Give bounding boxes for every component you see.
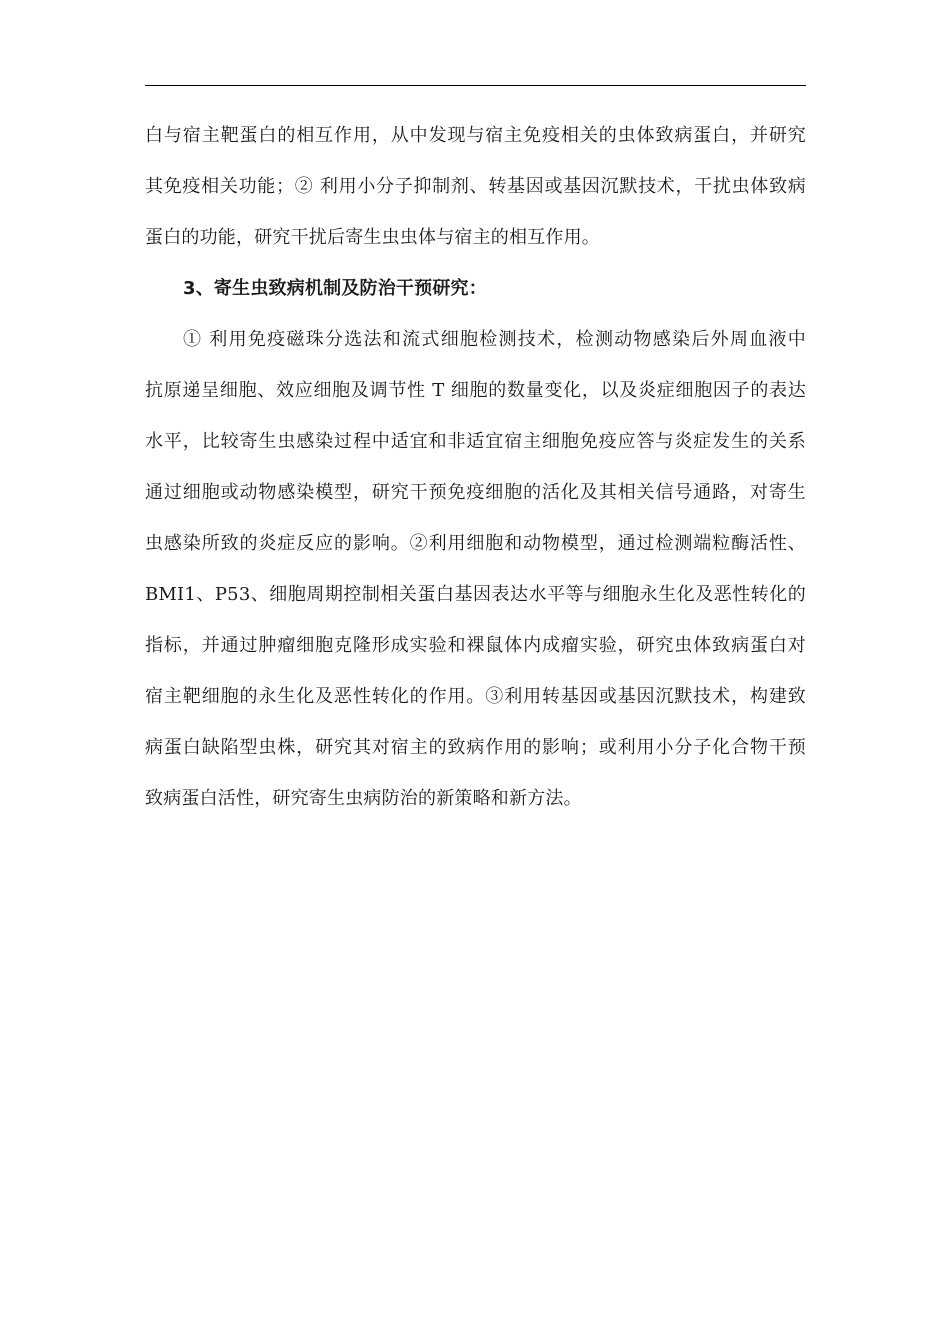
text-line: 虫感染所致的炎症反应的影响。②利用细胞和动物模型，通过检测端粒酶活性、 bbox=[145, 533, 806, 554]
paragraph-2 bbox=[145, 322, 806, 832]
text-line: 其免疫相关功能；② 利用小分子抑制剂、转基因或基因沉默技术，干扰虫体致病 bbox=[145, 176, 806, 197]
text-line: 指标，并通过肿瘤细胞克隆形成实验和裸鼠体内成瘤实验，研究虫体致病蛋白对 bbox=[145, 635, 806, 656]
text-line: BMI1、P53、细胞周期控制相关蛋白基因表达水平等与细胞永生化及恶性转化的 bbox=[145, 584, 806, 605]
text-line: 蛋白的功能，研究干扰后寄生虫虫体与宿主的相互作用。 bbox=[145, 227, 600, 248]
text-line: 通过细胞或动物感染模型，研究干预免疫细胞的活化及其相关信号通路，对寄生 bbox=[145, 482, 806, 503]
text-line: 宿主靶细胞的永生化及恶性转化的作用。③利用转基因或基因沉默技术，构建致 bbox=[145, 686, 806, 707]
paragraph-1 bbox=[145, 118, 806, 271]
document-body bbox=[145, 118, 806, 832]
text-line: 致病蛋白活性，研究寄生虫病防治的新策略和新方法。 bbox=[145, 788, 582, 809]
text-line: 抗原递呈细胞、效应细胞及调节性 T 细胞的数量变化，以及炎症细胞因子的表达 bbox=[145, 380, 806, 401]
text-line: 病蛋白缺陷型虫株，研究其对宿主的致病作用的影响；或利用小分子化合物干预 bbox=[145, 737, 806, 758]
text-line: ① 利用免疫磁珠分选法和流式细胞检测技术，检测动物感染后外周血液中 bbox=[183, 329, 806, 350]
text-line: 水平，比较寄生虫感染过程中适宜和非适宜宿主细胞免疫应答与炎症发生的关系 bbox=[145, 431, 806, 452]
text-line: 白与宿主靶蛋白的相互作用，从中发现与宿主免疫相关的虫体致病蛋白，并研究 bbox=[145, 125, 806, 146]
section-heading: 3、寄生虫致病机制及防治干预研究： bbox=[183, 278, 487, 299]
header-rule bbox=[145, 85, 806, 86]
